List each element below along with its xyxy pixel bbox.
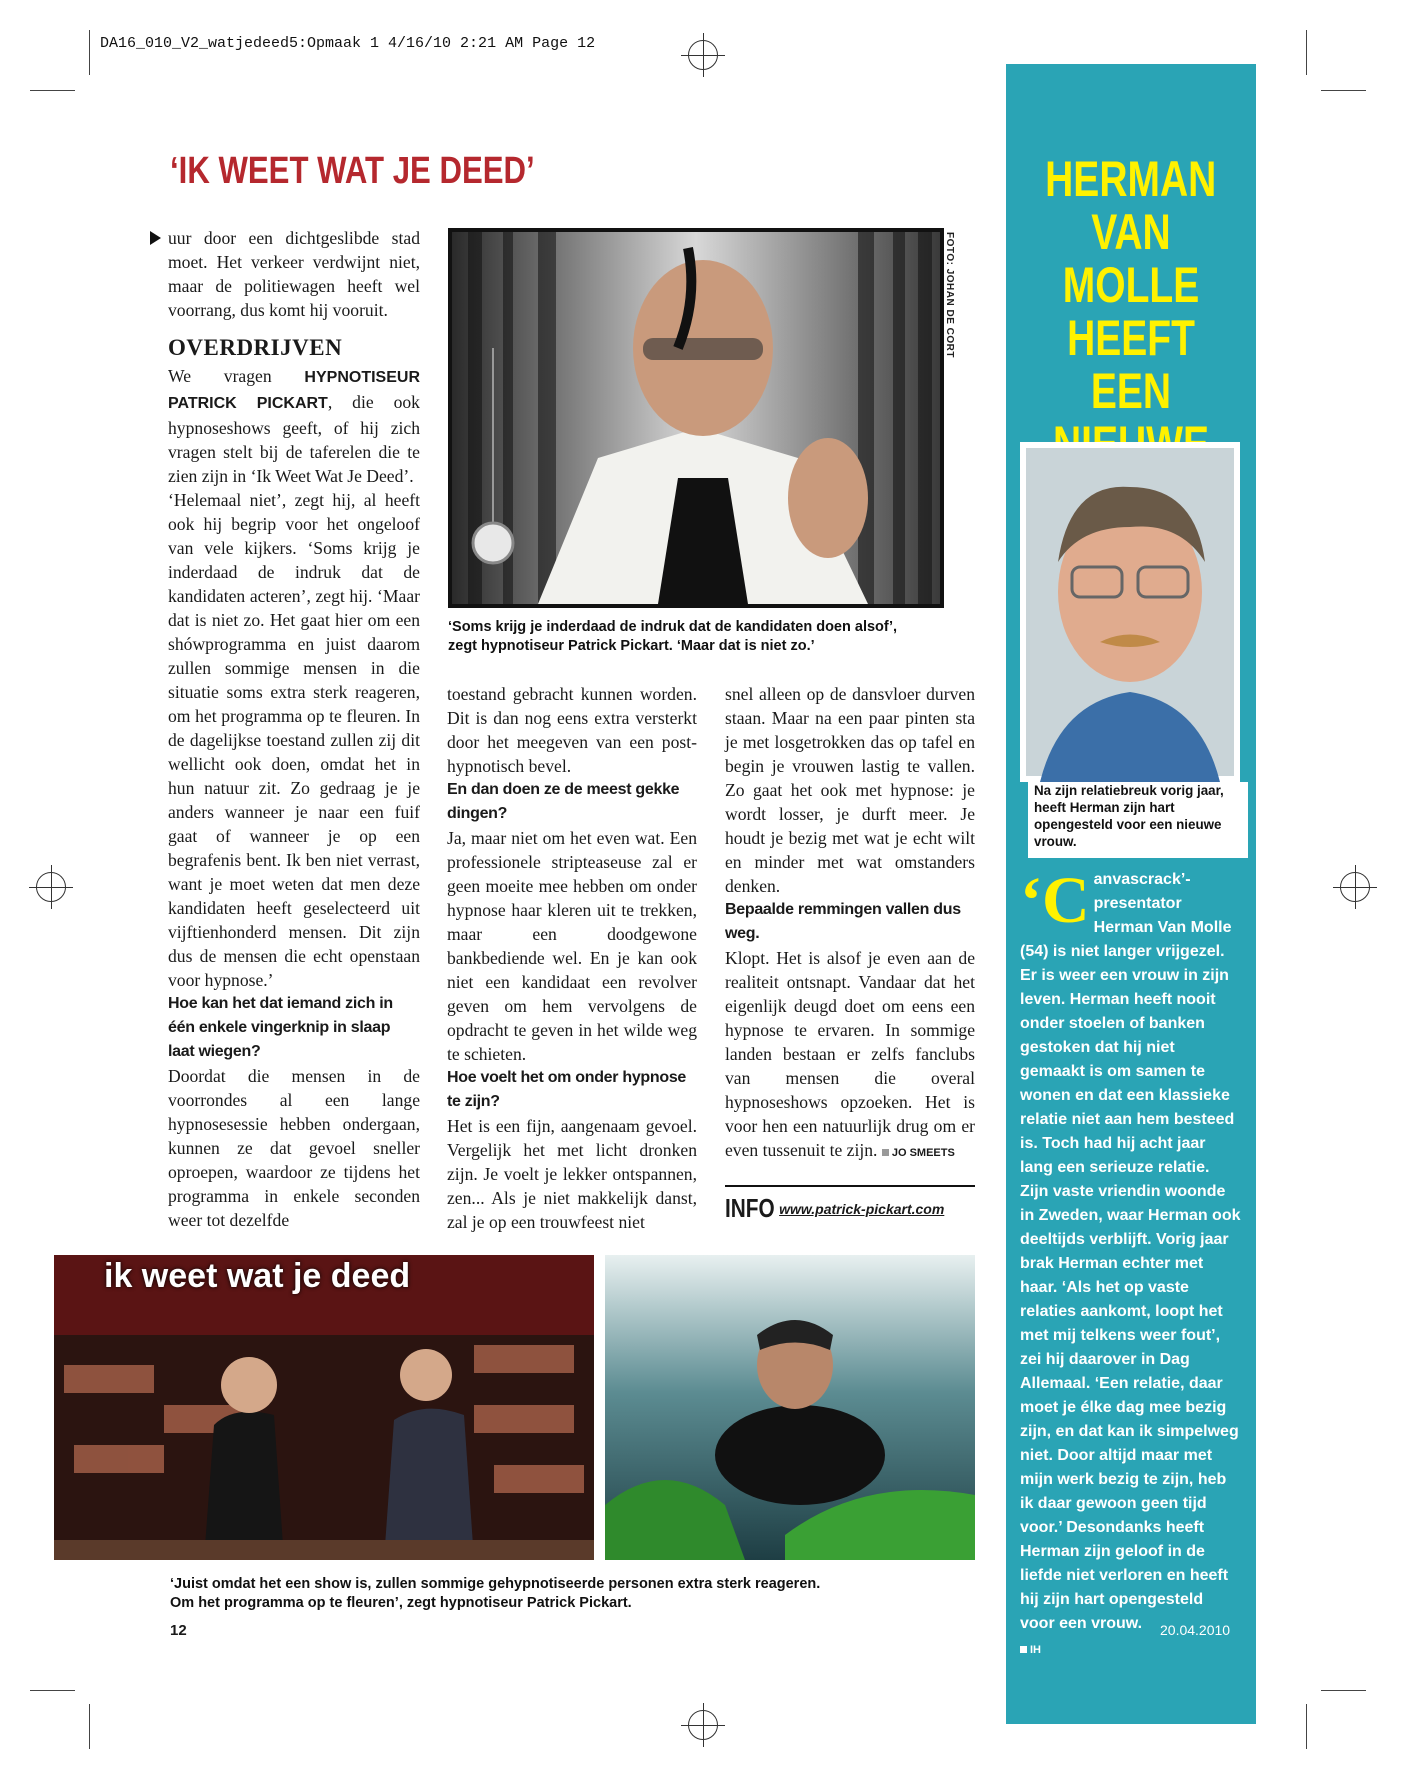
sidebar-body (1020, 864, 1242, 1662)
crop-mark (1306, 30, 1307, 75)
end-square-icon (882, 1149, 889, 1156)
tv-studio-illustration (54, 1255, 594, 1560)
paragraph-text: We vragen (168, 366, 305, 386)
article-column-1 (150, 226, 420, 1232)
info-box (725, 1185, 975, 1224)
sidebar-author: IH (1030, 1644, 1041, 1656)
paragraph: toestand gebracht kunnen worden. Dit is dan nog eens extra versterkt door het meegeven van een post-hypnotisch bevel. (447, 684, 697, 776)
paragraph: Ja, maar niet om het even wat. Een professionele stripteaseuse zal er geen moeite mee hebben om onder hypnose haar kleren uit te trekken, maar een doodgewone bankbediende wel. En je kan ook niet een kandidaat een revolver geven om hem vervolgens de opdracht te geven in het wilde weg te schieten. (447, 828, 697, 1064)
interview-question: Hoe voelt het om onder hypnose te zijn? (447, 1069, 687, 1110)
interview-question: Hoe kan het dat iemand zich in één enkele vingerknip in slaap laat wiegen? (168, 995, 393, 1060)
registration-mark (1340, 872, 1370, 902)
hypnotist-photo (448, 228, 944, 608)
bottom-photo-caption (170, 1575, 990, 1613)
crop-mark (1306, 1704, 1307, 1749)
issue-date: 20.04.2010 (1160, 1622, 1231, 1638)
continuation-arrow-icon (150, 231, 161, 245)
paragraph: Het is een fijn, aangenaam gevoel. Vergelijk het met licht dronken zijn. Je voelt je lekker ontspannen, zen... Als je niet makkelijk danst, zal je op een trouwfeest niet (447, 1116, 697, 1232)
author-signature: JO SMEETS (891, 1147, 955, 1159)
drop-cap: ‘C (1020, 864, 1090, 937)
show-logo: ik weet wat je deed (104, 1257, 411, 1295)
caption-line: ‘Juist omdat het een show is, zullen sommige gehypnotiseerde personen extra sterk reageren. (170, 1576, 821, 1592)
bold-name: HYPNOTISEUR PATRICK PICKART (168, 369, 420, 412)
photo-credit: FOTO: JOHAN DE CORT (944, 232, 955, 358)
herman-photo (1020, 442, 1240, 782)
paragraph-text: , die ook hypnoseshows geeft, of hij zich vragen stelt bij de taferelen die te zien zijn in ‘Ik Weet Wat Je Deed’. (168, 392, 420, 486)
crop-mark (30, 90, 75, 91)
interview-question: En dan doen ze de meest gekke dingen? (447, 781, 680, 822)
print-slug: DA16_010_V2_watjedeed5:Opmaak 1 4/16/10 2:21 AM Page 12 (100, 35, 596, 52)
article-column-3 (725, 682, 975, 1165)
headline-line: HEEFT EEN (1067, 310, 1195, 419)
headline-line: VAN MOLLE (1062, 204, 1200, 313)
article-headline: ‘IK WEET WAT JE DEED’ (170, 150, 535, 192)
intro-text: uur door een dichtgeslibde stad moet. Het verkeer verdwijnt niet, maar de politiewagen heeft wel voorrang, dus komt hij vooruit. (168, 228, 420, 320)
subheading: OVERDRIJVEN (168, 335, 343, 360)
hypnotist-photo-illustration (448, 228, 944, 608)
article-column-2 (447, 682, 697, 1234)
registration-mark (688, 40, 718, 70)
crop-mark (30, 1690, 75, 1691)
paragraph: ‘Helemaal niet’, zegt hij, al heeft ook hij begrip voor het ongeloof van vele kijkers. ‘Soms krijg je inderdaad de indruk dat de kandidaten acteren’, zegt hij. ‘Maar dat is niet zo. Het gaat hier om een shówprogramma en juist daarom zullen sommige mensen in die situatie soms extra sterk reageren, om het programma op te fleuren. In de dagelijkse toestand zullen zij dit wellicht ook doen, omdat het in hun natuur zit. Zo gedraag je je anders wanneer je naar een fuif gaat of wanneer je op een begrafenis bent. Ik ben niet verrast, want je moet weten dat men deze kandidaten heeft geselecteerd uit vijftienhonderd mensen. Dit zijn dus de mensen die echt openstaan voor hypnose.’ (168, 490, 420, 990)
end-square-icon (1020, 1646, 1027, 1653)
headline-line: HERMAN (1045, 151, 1217, 207)
paragraph: Doordat die mensen in de voorrondes al een lange hypnosesessie hebben ondergaan, kunnen ze dat gevoel sneller oproepen, waardoor ze tijdens het programma in enkele seconden weer tot dezelfde (168, 1066, 420, 1230)
interview-question: Bepaalde remmingen vallen dus weg. (725, 901, 961, 942)
portrait-illustration (1020, 442, 1240, 782)
photo-caption: ‘Soms krijg je inderdaad de indruk dat de kandidaten doen alsof’, zegt hypnotiseur Patrick Pickart. ‘Maar dat is niet zo.’ (448, 619, 898, 654)
pool-photo (605, 1255, 975, 1560)
crop-mark (89, 30, 90, 75)
registration-mark (36, 872, 66, 902)
sidebar-body-text: anvascrack’-presentator Herman Van Molle (54) is niet langer vrijgezel. Er is weer een vrouw in zijn leven. Herman heeft nooit onder stoelen of banken gestoken dat hij niet gemaakt is om samen te wonen en dat een klassieke relatie niet aan hem besteed is. Toch had hij acht jaar lang een serieuze relatie. Zijn vaste vriendin woonde in Zweden, waar Herman ook deeltijds verblijft. Vorig jaar brak Herman echter met haar. ‘Als het op vaste relaties aankomt, loopt het met mij telkens weer fout’, zei hij daarover in Dag Allemaal. ‘Een relatie, daar moet je élke dag mee bezig zijn, en dat kan ik simpelweg niet. Door altijd maar met mijn werk bezig te zijn, heb ik daar gewoon geen tijd voor.’ Desondanks heeft Herman zijn geloof in de liefde niet verloren en heeft hij zijn hart opengesteld voor een vrouw. (1020, 871, 1241, 1632)
paragraph-text: Klopt. Het is alsof je even aan de realiteit ontsnapt. Vandaar dat het eigenlijk deugd doet om eens een hypnose te ervaren. In sommige landen bestaan er zelfs fanclubs van mensen die overal hypnoseshows opzoeken. Het is voor hen een natuurlijk drug om er even tussenuit te zijn. (725, 948, 975, 1160)
info-link[interactable]: www.patrick-pickart.com (779, 1200, 945, 1217)
paragraph: snel alleen op de dansvloer durven staan. Maar na een paar pinten sta je met losgetrokken das op tafel en begin je vrouwen lastig te vallen. Zo gaat het ook met hypnose: je wordt losser, je durft meer. Je houdt je bezig met wat je echt wilt en minder met wat omstanders denken. (725, 684, 975, 896)
crop-mark (1321, 90, 1366, 91)
info-label: INFO (725, 1193, 775, 1223)
page-number: 12 (170, 1622, 187, 1639)
crop-mark (1321, 1690, 1366, 1691)
pool-illustration (605, 1255, 975, 1560)
caption-line: Om het programma op te fleuren’, zegt hypnotiseur Patrick Pickart. (170, 1595, 632, 1611)
registration-mark (688, 1710, 718, 1740)
sidebar-photo-caption: Na zijn relatiebreuk vorig jaar, heeft Herman zijn hart opengesteld voor een nieuwe vrouw. (1028, 782, 1248, 858)
crop-mark (89, 1704, 90, 1749)
tv-studio-photo (54, 1255, 594, 1560)
